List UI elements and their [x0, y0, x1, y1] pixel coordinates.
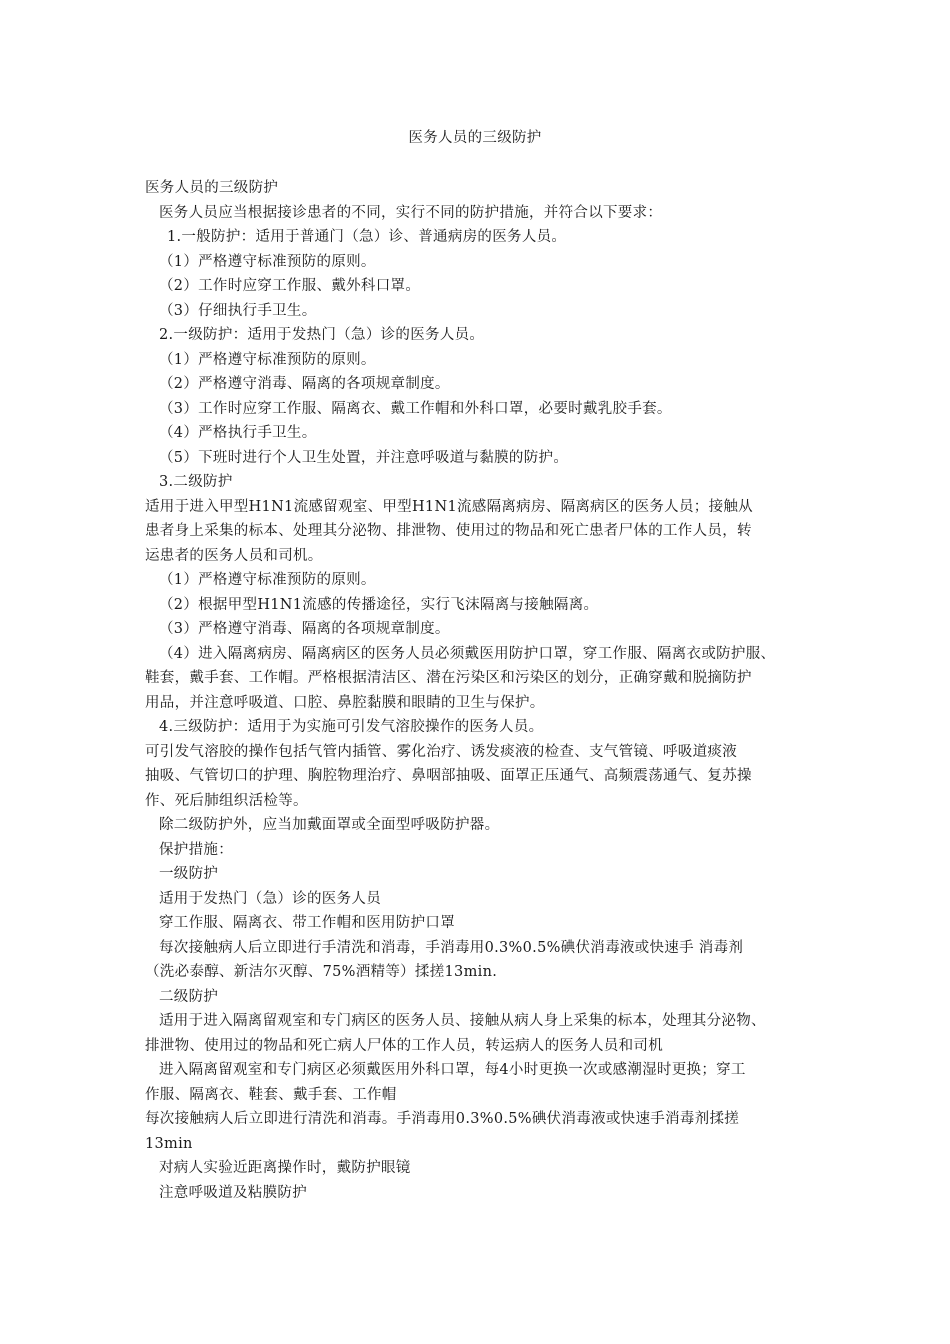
list-item: （2）严格遵守消毒、隔离的各项规章制度。	[159, 376, 450, 392]
subsection-heading: 一级防护	[159, 866, 219, 882]
list-item: （1）严格遵守标准预防的原则。	[159, 572, 376, 588]
paragraph-line: 作、死后肺组织活检等。	[145, 792, 308, 809]
paragraph-line: 鞋套，戴手套、工作帽。严格根据清洁区、潜在污染区和污染区的划分，正确穿戴和脱摘防护	[145, 670, 752, 686]
paragraph-line: 适用于发热门（急）诊的医务人员	[159, 890, 381, 907]
paragraph-line: 抽吸、气管切口的护理、胸腔物理治疗、鼻咽部抽吸、面罩正压通气、高频震荡通气、复苏操	[145, 768, 752, 784]
list-item: （2）根据甲型H1N1流感的传播途径，实行飞沫隔离与接触隔离。	[159, 596, 599, 613]
list-item: （4）严格执行手卫生。	[159, 425, 317, 441]
list-item: （1）严格遵守标准预防的原则。	[159, 253, 376, 270]
item-heading: 1.一般防护：适用于普通门（急）诊、普通病房的医务人员。	[167, 229, 567, 245]
section-heading: 医务人员的三级防护	[145, 180, 279, 196]
paragraph-line: 13min	[145, 1135, 193, 1152]
paragraph-line: 每次接触病人后立即进行手清洗和消毒，手消毒用0.3%0.5%碘伏消毒液或快速手 消毒剂	[159, 939, 744, 956]
paragraph-line: 注意呼吸道及粘膜防护	[159, 1184, 307, 1201]
item-heading: 2.一级防护：适用于发热门（急）诊的医务人员。	[159, 327, 485, 343]
document-body	[145, 176, 817, 1205]
list-item: （1）严格遵守标准预防的原则。	[159, 351, 376, 368]
list-item: （3）工作时应穿工作服、隔离衣、戴工作帽和外科口罩，必要时戴乳胶手套。	[159, 400, 672, 417]
item-heading: 4.三级防护：适用于为实施可引发气溶胶操作的医务人员。	[159, 719, 544, 735]
paragraph-line: 运患者的医务人员和司机。	[145, 547, 323, 564]
paragraph-line: 适用于进入隔离留观室和专门病区的医务人员、接触从病人身上采集的标本，处理其分泌物、	[159, 1013, 766, 1029]
paragraph-line: 穿工作服、隔离衣、带工作帽和医用防护口罩	[159, 915, 455, 931]
list-item: （2）工作时应穿工作服、戴外科口罩。	[159, 278, 421, 294]
paragraph-line: 患者身上采集的标本、处理其分泌物、排泄物、使用过的物品和死亡患者尸体的工作人员，转	[145, 523, 752, 539]
document-title: 医务人员的三级防护	[408, 130, 542, 146]
list-item: （4）进入隔离病房、隔离病区的医务人员必须戴医用防护口罩，穿工作服、隔离衣或防护服、	[159, 645, 776, 662]
paragraph-line: （洗必泰醇、新洁尔灭醇、75%酒精等）揉搓13min.	[145, 964, 498, 980]
list-item: （5）下班时进行个人卫生处置，并注意呼吸道与黏膜的防护。	[159, 449, 569, 466]
paragraph-line: 排泄物、使用过的物品和死亡病人尸体的工作人员，转运病人的医务人员和司机	[145, 1037, 663, 1054]
paragraph-line: 适用于进入甲型H1N1流感留观室、甲型H1N1流感隔离病房、隔离病区的医务人员；接触从	[145, 498, 753, 515]
paragraph-line: 用品，并注意呼吸道、口腔、鼻腔黏膜和眼睛的卫生与保护。	[145, 694, 545, 711]
subsection-heading: 二级防护	[159, 988, 219, 1005]
paragraph-line: 每次接触病人后立即进行清洗和消毒。手消毒用0.3%0.5%碘伏消毒液或快速手消毒剂揉搓	[145, 1111, 740, 1127]
paragraph-line: 进入隔离留观室和专门病区必须戴医用外科口罩，每4小时更换一次或感潮湿时更换；穿工	[159, 1062, 746, 1078]
paragraph-line: 除二级防护外，应当加戴面罩或全面型呼吸防护器。	[159, 817, 500, 833]
paragraph-line: 保护措施：	[159, 841, 233, 858]
list-item: （3）严格遵守消毒、隔离的各项规章制度。	[159, 621, 450, 637]
item-heading: 3.二级防护	[159, 474, 233, 490]
paragraph-line: 对病人实验近距离操作时，戴防护眼镜	[159, 1160, 411, 1176]
list-item: （3）仔细执行手卫生。	[159, 302, 317, 319]
paragraph-line: 作服、隔离衣、鞋套、戴手套、工作帽	[145, 1086, 397, 1103]
paragraph-line: 可引发气溶胶的操作包括气管内插管、雾化治疗、诱发痰液的检查、支气管镜、呼吸道痰液	[145, 743, 737, 760]
paragraph-line: 医务人员应当根据接诊患者的不同，实行不同的防护措施，并符合以下要求：	[159, 204, 663, 221]
